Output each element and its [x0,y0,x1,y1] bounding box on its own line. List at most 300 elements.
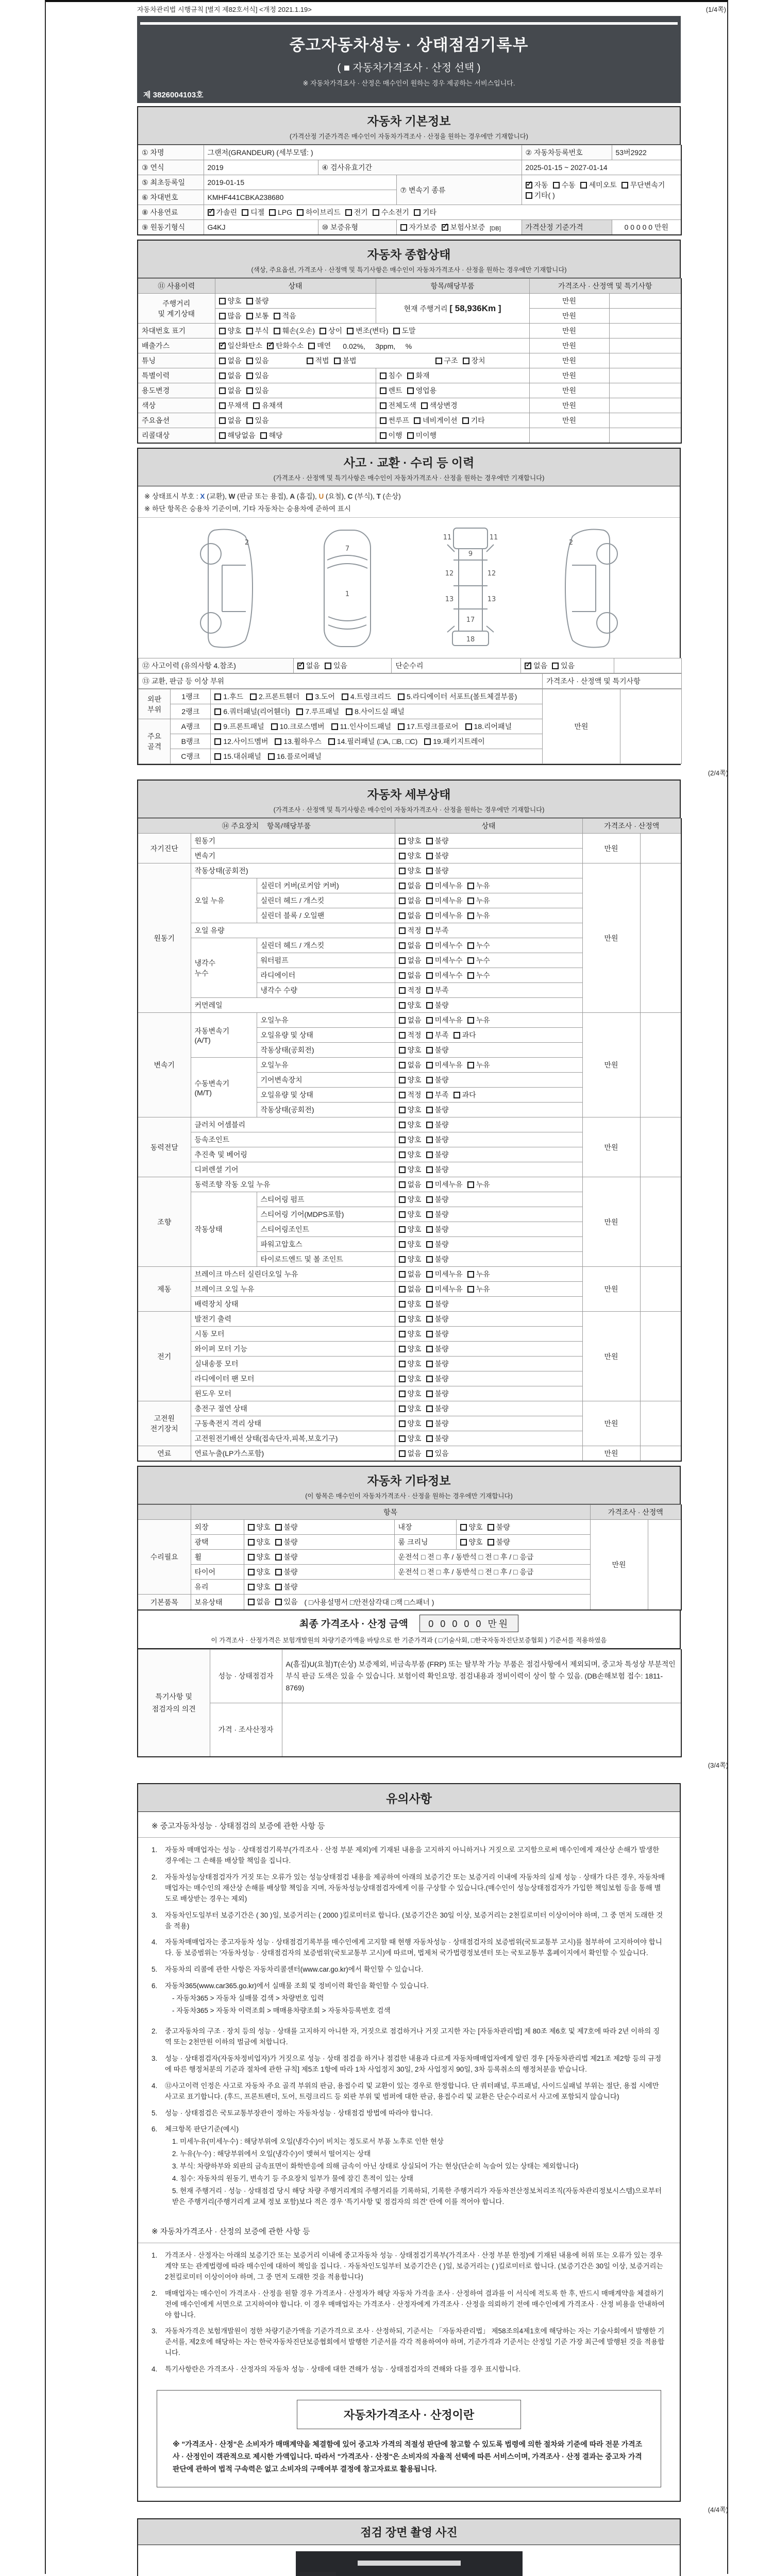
unchecked-checkbox: 불량 [426,851,449,861]
unchecked-checkbox: 8.사이드실 패널 [346,706,405,717]
accident-note: (가격조사 · 산정액 및 특기사항은 매수인이 자동차가격조사 · 산정을 원하는 경우에만 기재합니다) [273,474,545,482]
rank-table [138,689,682,764]
price-survey-box-title: 자동차가격조사 · 산정이란 [297,2400,521,2429]
unchecked-checkbox: 부족 [426,925,449,936]
unchecked-checkbox: 있음 [246,415,269,426]
table-row: 워터펌프 없음 미세누수 누수 [138,953,681,968]
unchecked-checkbox: 양호 [399,851,422,861]
unchecked-checkbox: 2.프론트휀더 [250,691,299,702]
accident-history-options [293,658,392,673]
field-label: ③ 연식 [138,160,204,175]
table-row: 리콜대상 해당없음 해당 이행 미이행 [138,428,681,444]
table-row: 변속기 양호 불량 [138,849,681,863]
unchecked-checkbox: 16.플로어패널 [268,751,322,761]
inspection-period-value: 2025-01-15 ~ 2027-01-14 [522,160,681,175]
basic-info-header [137,106,681,145]
field-label: ⑥ 차대번호 [138,190,204,205]
unchecked-checkbox: 불량 [426,1329,449,1339]
unchecked-checkbox: 이행 [380,430,402,440]
unchecked-checkbox: 양호 [248,1552,271,1562]
table-row: 제동 브레이크 마스터 실린더오일 누유 없음 미세누유 누유 만원 [138,1267,681,1282]
svg-text:11: 11 [489,534,498,541]
table-row [138,175,681,190]
unchecked-checkbox: 양호 [399,1329,422,1339]
unchecked-checkbox: 11.인사이드패널 [331,721,392,732]
unchecked-checkbox: 불량 [426,1344,449,1354]
unchecked-checkbox: 없음 [399,1179,422,1190]
comprehensive-table [137,278,682,444]
notice-title: 유의사항 [138,1784,680,1812]
unchecked-checkbox: 양호 [399,1359,422,1369]
unchecked-checkbox: 있음 [275,1597,298,1607]
table-row: 타이어 양호 불량 운전석 □ 전 □ 후 / 동반석 □ 전 □ 후 / □ 응급 [138,1565,681,1580]
unchecked-checkbox: 1.후드 [214,691,243,702]
unchecked-checkbox: 없음 [219,415,242,426]
unchecked-checkbox: 무채색 [219,400,249,411]
unchecked-checkbox: 양호 [399,1374,422,1384]
page-marker-4: (4/4쪽) [708,2505,728,2514]
unchecked-checkbox: 불량 [426,1254,449,1264]
field-label: ⑩ 보증유형 [318,220,396,235]
unchecked-checkbox: 전기 [345,207,368,217]
table-row: 실내송풍 모터 양호 불량 [138,1357,681,1371]
unchecked-checkbox: 양호 [399,1209,422,1219]
unchecked-checkbox: 불량 [275,1537,298,1547]
unchecked-checkbox: 하이브리드 [297,207,341,217]
unchecked-checkbox: 보통 [246,311,269,321]
accident-header [137,448,681,486]
table-row: 특기사항 및 점검자의 의견 성능 · 상태점검자 A(흠집)U(요철)T(손상) 보증제외, 비금속부품 (FRP) 또는 탈부착 가능 부품은 점검사항에서 제외되며, 중고차 특성상 부분적인 부식 판금 도색은 있을 수 있습니다. 보험이력 확인요망. 점검내용과 정비이력이 상이 할 수 있음. (DB손해보험 접수: 1811-8769) [138,1650,681,1703]
table-row: 라디에이터 없음 미세누수 누수 [138,968,681,983]
unchecked-checkbox: 불량 [426,1224,449,1234]
unchecked-checkbox: 불량 [426,1239,449,1249]
unchecked-checkbox: 누유 [467,1060,490,1070]
unchecked-checkbox: 불량 [426,866,449,876]
etc-header [137,1466,681,1504]
unchecked-checkbox: 없음 [219,355,242,366]
svg-text:17: 17 [466,616,475,624]
unchecked-checkbox: 불량 [426,1403,449,1414]
unchecked-checkbox: 14.필러패널 (□A, □B, □C) [328,736,418,747]
engine-type-value: G4KJ [204,220,318,235]
unchecked-checkbox: 미세누유 [426,1015,463,1025]
unchecked-checkbox: 유채색 [253,400,283,411]
notice-list-3 [138,2243,680,2385]
unchecked-checkbox: 누수 [467,940,490,951]
table-row: 기어변속장치 양호 불량 [138,1073,681,1088]
car-damage-diagrams [138,518,680,658]
table-row: 디퍼렌셜 기어 양호 불량 [138,1162,681,1177]
unchecked-checkbox: 3.도어 [306,691,335,702]
unchecked-checkbox: 세미오토 [580,180,617,190]
table-row: 2랭크 6.쿼터패널(리어휀더) 7.루프패널 8.사이드실 패널 [139,704,682,719]
table-row: 주요옵션 없음 있음 썬루프 네비게이션 기타 만원 [138,413,681,428]
table-row: 자기진단 원동기 양호 불량 만원 [138,834,681,849]
unchecked-checkbox: 매연 [308,341,331,351]
unchecked-checkbox: 불량 [426,836,449,846]
unchecked-checkbox: 미이행 [407,430,437,440]
unchecked-checkbox: 불량 [426,1433,449,1444]
unchecked-checkbox: 불량 [426,1359,449,1369]
unchecked-checkbox: 양호 [399,1120,422,1130]
unchecked-checkbox: 불량 [275,1567,298,1577]
field-label: 가격산정 기준가격 [522,220,612,235]
unchecked-checkbox: 양호 [399,1254,422,1264]
inspector-opinion-text: A(흠집)U(요철)T(손상) 보증제외, 비금속부품 (FRP) 또는 탈부착 가능 부품은 점검사항에서 제외되며, 중고차 특성상 부분적인 부식 판금 도색은 있을 수 있습니다. 보험이력 확인요망. 점검내용과 정비이력이 상이 할 수 있음. (DB손해보험 접수: 1811-8769) [282,1650,681,1703]
unchecked-checkbox: 수소전기 [373,207,409,217]
unchecked-checkbox: 13.휠하우스 [275,736,322,747]
car-diagram-underbody [432,524,509,653]
table-row: 작동상태(공회전) 양호 불량 [138,1043,681,1058]
table-row: 주요 골격 A랭크 9.프론트패널 10.크로스멤버 11.인사이드패널 17.트렁크플로어 18.리어패널 [139,719,682,734]
unchecked-checkbox: 양호 [399,1433,422,1444]
unchecked-checkbox: 해당 [260,430,283,440]
table-row: 작동상태 스티어링 펌프 양호 불량 [138,1192,681,1207]
checked-checkbox: ✓ 일산화탄소 [219,341,263,351]
base-price-value: 0 0 0 0 0 만원 [612,220,681,235]
unchecked-checkbox: 불량 [426,1374,449,1384]
unchecked-checkbox: 양호 [399,1239,422,1249]
status-symbol-legend: ※ 상태표시 부호 : X (교환), W (판금 또는 용접), A (흠집), U (요철), C (부식), T (손상) [144,493,401,500]
unchecked-checkbox: 훼손(오손) [274,326,315,336]
field-label: ⑤ 최초등록일 [138,175,204,190]
legend-symbol: U [318,493,324,500]
table-row: 용도변경 없음 있음 렌트 영업용 만원 [138,383,681,398]
svg-text:11: 11 [443,534,452,541]
accident-history-label: ⑫ 사고이력 (유의사항 4.참조) [139,658,294,673]
unchecked-checkbox: 양호 [399,1224,422,1234]
unchecked-checkbox: 없음 [399,1060,422,1070]
table-row: 변속기 자동변속기 (A/T) 오일누유 없음 미세누유 누유 만원 [138,1013,681,1028]
detail-title: 자동차 세부상태 [367,788,451,801]
checked-checkbox: ✓ 보험사보증 [442,222,485,232]
unchecked-checkbox: 불량 [426,1388,449,1399]
unchecked-checkbox: 4.트렁크리드 [342,691,391,702]
unchecked-checkbox: LPG [269,208,292,217]
warranty-options [396,220,522,235]
warranty-suffix: [DB] [490,226,501,232]
table-row: 특별이력 없음 있음 침수 화재 만원 [138,368,681,383]
table-row: 스티어링 기어(MDPS포함) 양호 불량 [138,1207,681,1222]
field-label: ⑧ 사용연료 [138,205,204,220]
model-year-value: 2019 [204,160,318,175]
price-survey-info-box [157,2390,661,2487]
unchecked-checkbox: 미세누유 [426,1060,463,1070]
table-row: 타이로드엔드 및 볼 조인트 양호 불량 [138,1252,681,1267]
legend-symbol: A [290,493,295,500]
unchecked-checkbox: 누수 [467,955,490,965]
unchecked-checkbox: 불량 [426,1045,449,1055]
svg-text:2: 2 [569,539,574,547]
unchecked-checkbox: 양호 [219,326,242,336]
unchecked-checkbox: 없음 [399,970,422,980]
fuel-options [204,205,681,220]
notice-item: 4. 특기사항란은 가격조사 · 산정자의 자동차 성능 · 상태에 대한 견해가 성능 · 상태점검자의 견해와 다를 경우 표시합니다. [152,2365,521,2374]
unchecked-checkbox: 해당없음 [219,430,256,440]
unchecked-checkbox: 있음 [246,385,269,396]
table-row: 유리 양호 불량 [138,1580,681,1595]
unchecked-checkbox: 불량 [426,1000,449,1010]
table-row: 기본품목 보유상태 없음 있음 ( □사용설명서 □안전삼각대 □잭 □스패너 ) [138,1595,681,1611]
table-row: B랭크 12.사이드멤버 13.휠하우스 14.필러패널 (□A, □B, □C) 19.패키지트레이 [139,734,682,749]
field-label: ① 차명 [138,145,204,160]
legend-symbol: W [228,493,236,500]
legend-note: ※ 하단 항목은 승용차 기준이며, 기타 자동차는 승용차에 준하여 표시 [138,502,680,518]
unchecked-checkbox: 누유 [467,1284,490,1294]
comprehensive-title: 자동차 종합상태 [367,248,451,261]
unchecked-checkbox: 양호 [460,1522,483,1532]
photo-section [137,2518,681,2576]
car-diagram-right-side [554,524,632,653]
document-header [137,16,681,103]
unchecked-checkbox: 불량 [426,1149,449,1160]
unchecked-checkbox: 15.대쉬패널 [214,751,261,761]
page-marker-1: (1/4쪽) [705,6,726,13]
unchecked-checkbox: 양호 [399,1418,422,1429]
form-law-reference: 자동차관리법 시행규칙 [별지 제82호서식] <개정 2021.1.19> [137,6,312,13]
unchecked-checkbox: 있음 [552,660,575,671]
table-row: 항목 가격조사 · 산정액 [138,1505,681,1520]
svg-text:13: 13 [445,596,454,603]
unchecked-checkbox: 불량 [426,1314,449,1324]
notice-item: 2. 중고자동차의 구조 · 장치 등의 성능 · 상태를 고지하지 아니한 자, 거짓으로 점검하거나 거짓 고지한 자는 [자동차관리법] 제 80조 제6호 및 제7호에 따라 2년 이하의 징역 또는 2천만원 이하의 벌금에 처합니다. [152,2027,660,2046]
table-row: 광택 양호 불량 룸 크리닝 양호 불량 [138,1535,681,1550]
unchecked-checkbox: 미세누유 [426,910,463,921]
checked-checkbox: ✓자동 [526,180,548,190]
unchecked-checkbox: 누유 [467,895,490,906]
unchecked-checkbox: 과다 [453,1090,476,1100]
checked-checkbox: ✓ 탄화수소 [267,341,304,351]
table-row: ⑪ 사용이력 상태 항목/해당부품 가격조사 · 산정액 및 특기사항 [138,279,681,294]
notice-item: 5. 성능 · 상태점검은 국토교통부장관이 정하는 자동차성능 · 상태점검 방법에 따라야 합니다. [152,2109,433,2117]
unchecked-checkbox: 누유 [467,1179,490,1190]
final-price-label: 최종 가격조사 · 산정 금액 [299,1619,408,1630]
unchecked-checkbox: 불법 [334,355,357,366]
unchecked-checkbox: 과다 [453,1030,476,1040]
document-number: 제 3826004103호 [143,91,204,99]
transmission-options [522,175,681,205]
unchecked-checkbox: 미세누유 [426,880,463,891]
notice-item: 1. 자동차 매매업자는 성능 · 상태점검기록부(가격조사 · 산정 부분 제외)에 기재된 내용을 고지하지 아니하거나 거짓으로 고지함으로써 매수인에게 재산상 손해가 발생한 경우에는 그 손해를 배상할 책임을 집니다. [152,1846,660,1865]
unchecked-checkbox: 양호 [248,1537,271,1547]
svg-text:12: 12 [445,570,454,578]
checked-checkbox: ✓ 가솔린 [208,207,238,217]
table-row: 브레이크 오일 누유 없음 미세누유 누유 [138,1282,681,1297]
document-subnote: ※ 자동차가격조사 · 산정은 매수인이 원하는 경우 제공하는 서비스입니다. [303,79,515,87]
unchecked-checkbox: 없음 [399,910,422,921]
unchecked-checkbox: 양호 [399,1388,422,1399]
svg-text:1: 1 [345,590,350,598]
notice-list-1 [138,1838,680,2026]
unchecked-checkbox: 불량 [426,1299,449,1309]
simple-repair-label: 단순수리 [392,658,521,673]
unchecked-checkbox: 양호 [399,1045,422,1055]
unchecked-checkbox: 5.라디에이터 서포트(볼트체결부품) [398,691,517,702]
photo-section-title: 점검 장면 촬영 사진 [138,2519,680,2545]
first-registration-value: 2019-01-15 [204,175,396,190]
unchecked-checkbox: 구조 [435,355,458,366]
unchecked-checkbox: 기타 [462,415,485,426]
unchecked-checkbox: 부식 [246,326,269,336]
inspector-opinion-text [282,1703,681,1757]
unchecked-checkbox: 도말 [393,326,416,336]
unchecked-checkbox: 있음 [325,660,347,671]
table-row: 배력장치 상태 양호 불량 [138,1297,681,1312]
unchecked-checkbox: 미세누유 [426,1269,463,1279]
table-row [138,205,681,220]
etc-title: 자동차 기타정보 [367,1474,451,1487]
field-label: ⑨ 원동기형식 [138,220,204,235]
table-row: 휠 양호 불량 운전석 □ 전 □ 후 / 동반석 □ 전 □ 후 / □ 응급 [138,1550,681,1565]
basic-info-note: (가격산정 기준가격은 매수인이 자동차가격조사 · 산정을 원하는 경우에만 기재합니다) [290,133,528,140]
svg-text:9: 9 [468,550,473,558]
document-sheet [45,0,728,2574]
table-row: 조향 동력조향 작동 오일 누유 없음 미세누유 누유 만원 [138,1177,681,1192]
table-row: 파워고압호스 양호 불량 [138,1237,681,1252]
page-meta-row [46,2,727,15]
page-marker-3: (3/4쪽) [708,1761,728,1769]
basic-info-title: 자동차 기본정보 [367,114,451,128]
unchecked-checkbox: 없음 [399,895,422,906]
table-row: 윈도우 모터 양호 불량 [138,1386,681,1401]
unchecked-checkbox: 썬루프 [380,415,410,426]
unchecked-checkbox: 양호 [399,836,422,846]
unchecked-checkbox: 있음 [246,370,269,381]
unchecked-checkbox: 양호 [248,1522,271,1532]
unchecked-checkbox: 있음 [246,355,269,366]
table-row [138,220,681,235]
exchange-section-label: ⑬ 교환, 판금 등 이상 부위 [139,674,543,689]
unchecked-checkbox: 누유 [467,1015,490,1025]
unchecked-checkbox: 화재 [407,370,430,381]
unchecked-checkbox: 없음 [219,385,242,396]
table-row: 고전원 전기장치 충전구 절연 상태 양호 불량 만원 [138,1401,681,1416]
unchecked-checkbox: 기타( ) [526,190,555,200]
car-diagram-top [309,524,386,653]
unchecked-checkbox: 변조(변타) [347,326,388,336]
unchecked-checkbox: 불량 [426,1134,449,1145]
unchecked-checkbox: 미세누수 [426,955,463,965]
notice-item: 2. 자동차성능상태점검자가 거짓 또는 오류가 있는 성능상태점검 내용을 제공하여 아래의 보증기간 또는 보증거리 이내에 자동차의 실제 성능 · 상태가 다른 경우, 자동차매매업자는 매수인의 재산상 손해를 배상할 책임을 지며, 자동차성능상태점검자에게 이를 구상할 수 있습니다.(매수인이 성능상태점검자가 가입한 책임보험 등을 통해 별도로 배상받는 경우는 제외) [152,1873,665,1903]
unchecked-checkbox: 양호 [399,1403,422,1414]
table-row [139,658,682,673]
unchecked-checkbox: 양호 [248,1567,271,1577]
unchecked-checkbox: 많음 [219,311,242,321]
unchecked-checkbox: 미세누수 [426,940,463,951]
unchecked-checkbox: 누수 [467,970,490,980]
unchecked-checkbox: 기타 [414,207,436,217]
header-stripe [140,22,678,25]
unchecked-checkbox: 미세누유 [426,1284,463,1294]
final-price-value: 0 0 0 0 0 만원 [419,1615,518,1632]
table-row: 전기 발전기 출력 양호 불량 만원 [138,1312,681,1327]
table-row: 오일유량 및 상태 적정 부족 과다 [138,1028,681,1043]
unchecked-checkbox: 없음 [399,1448,422,1459]
unchecked-checkbox: 없음 [399,880,422,891]
checked-checkbox: ✓ 없음 [525,660,547,671]
unchecked-checkbox: 양호 [399,1134,422,1145]
table-row: 고전원전기배선 상태(접속단자,피복,보호기구) 양호 불량 [138,1431,681,1446]
accident-section [137,486,681,765]
table-row: 연료 연료누출(LP가스포함) 없음 있음 만원 [138,1446,681,1462]
unchecked-checkbox: 불량 [246,296,269,306]
final-price-band [137,1611,681,1649]
field-label: ⑦ 변속기 종류 [396,175,522,205]
unchecked-checkbox: 적정 [399,1030,422,1040]
legend-symbol: X [200,493,205,500]
car-name-value: 그랜저(GRANDEUR) (세부모델: ) [204,145,522,160]
notice-subtitle-1: ※ 중고자동차성능 · 상태점검의 보증에 관한 사항 등 [138,1812,680,1838]
table-row: 외판 부위 1랭크 1.후드 2.프론트휀더 3.도어 4.트렁크리드 5.라디에이터 서포트(볼트체결부품) 만원 [139,689,682,704]
table-row: 오일 유량 적정 부족 [138,923,681,938]
unchecked-checkbox: 없음 [399,940,422,951]
unchecked-checkbox: 양호 [219,296,242,306]
unchecked-checkbox: 색상변경 [421,400,458,411]
unchecked-checkbox: 부족 [426,1090,449,1100]
unchecked-checkbox: 불량 [275,1522,298,1532]
unchecked-checkbox: 양호 [248,1582,271,1592]
unchecked-checkbox: 적정 [399,925,422,936]
opinion-table [137,1649,682,1757]
notice-item: 6. 체크항목 판단기준(예시) 1. 미세누유(미세누수) : 해당부위에 오일(냉각수)이 비치는 정도로서 부품 노후로 인한 현상 2. 누유(누수) : 해당부위에서 오일(냉각수)이 맺혀서 떨어지는 상태 3. 부식: 차량하부와 외판의 금속표면이 화학반응에 의해 금속이 아닌 상태로 상실되어 가는 현상(단순히 녹슬어 있는 상태는 제외합니다) 4. 침수: 자동차의 원동기, 변속기 등 주요장치 일부가 물에 잠긴 흔적이 있는 상태 5. 현재 주행거리 · 성능 · 상태점검 당시 해당 차량 주행거리계의 주행거리를 기록하되, 기록한 주행거리가 자동차전산정보처리조직(자동차관리정보시스템)으로부터 받은 주행거리(주행거리계 교체 정보 포함)보다 적은 경우 '특기사항 및 점검자의 의견' 란에 이를 적어야 합니다. [152,2125,662,2206]
registration-number-value: 53버2922 [612,145,681,160]
unchecked-checkbox: 없음 [248,1597,271,1607]
unchecked-checkbox: 불량 [426,1209,449,1219]
unchecked-checkbox: 불량 [426,1105,449,1115]
unchecked-checkbox: 자가보증 [400,222,437,232]
table-row: 와이퍼 모터 기능 양호 불량 [138,1342,681,1357]
final-price-note: 이 가격조사 · 산정가격은 보험개발원의 차량기준가액을 바탕으로 한 기준가격과 ( □기술사회, □한국자동차진단보증협회 ) 기준서를 적용하였음 [211,1637,607,1644]
car-diagram-left-side [186,524,263,653]
table-row: 오일유량 및 상태 적정 부족 과다 [138,1088,681,1103]
comprehensive-note: (색상, 주요옵션, 가격조사 · 산정액 및 특기사항은 매수인이 자동차가격조사 · 산정을 원하는 경우에만 기재합니다) [251,266,567,274]
notice-item: 3. 자동차가격은 보험개발원이 정한 차량기준가액을 기준가격으로 조사 · 산정하되, 기준서는 「자동차관리법」 제58조의4제1호에 해당하는 자는 기술사회에서 발행한 기준서를, 제2호에 해당하는 자는 한국자동차진단보증협회에서 발행한 기준서를 각각 적용하여야 하며, 기준가격과 기준서는 산정일 기준 가장 최근에 발행된 것을 적용합니다. [152,2327,665,2357]
table-row: 가격 · 조사산정자 [138,1703,681,1757]
unchecked-checkbox: 불량 [426,1418,449,1429]
unchecked-checkbox: 수동 [553,180,576,190]
vin-value: KMHF441CBKA238680 [204,190,396,205]
table-row: 추진축 및 베어링 양호 불량 [138,1147,681,1162]
basic-info-table [137,145,682,235]
unchecked-checkbox: 없음 [399,1284,422,1294]
svg-text:2: 2 [244,539,249,547]
unchecked-checkbox: 양호 [399,1194,422,1205]
unchecked-checkbox: 양호 [399,1164,422,1175]
notice-item: 3. 자동차인도일부터 보증기간은 ( 30 )일, 보증거리는 ( 2000 )킬로미터로 합니다. (보증기간은 30일 이상, 보증거리는 2천킬로미터 이상이어야 하며, 그 중 먼저 도래한 것을 적용) [152,1911,663,1930]
table-row: 색상 무채색 유채색 전체도색 색상변경 만원 [138,398,681,413]
unchecked-checkbox: 불량 [488,1522,510,1532]
unchecked-checkbox: 불량 [426,1194,449,1205]
document-title: 중고자동차성능 · 상태점검기록부 [289,36,529,54]
unchecked-checkbox: 장치 [463,355,485,366]
unchecked-checkbox: 양호 [399,866,422,876]
table-row: 냉각수 수량 적정 부족 [138,983,681,998]
table-row: 스티어링조인트 양호 불량 [138,1222,681,1237]
table-row: 배출가스 ✓ 일산화탄소 ✓ 탄화수소 매연 0.02%, 3ppm, % 만원 [138,338,681,353]
table-row: 라디에이터 팬 모터 양호 불량 [138,1371,681,1386]
price-survey-box-text: ※ "가격조사 · 산정"은 소비자가 매매계약을 체결함에 있어 중고차 가격의 적절성 판단에 참고할 수 있도록 법령에 의한 절차와 기준에 따라 전문 가격조사 · 산정인이 객관적으로 제시한 가액입니다. 따라서 "가격조사 · 산정"은 소비자의 자율적 선택에 따른 서비스이며, 가격조사 · 산정 결과는 중고차 가격판단에 관하여 법적 구속력은 없고 소비자의 구매여부 결정에 참고자료로 활용됩니다. [173,2440,643,2473]
unchecked-checkbox: 네비게이션 [414,415,458,426]
unchecked-checkbox: 적정 [399,985,422,995]
table-row: 원동기 작동상태(공회전) 양호 불량 만원 [138,863,681,878]
unchecked-checkbox: 19.패키지트레이 [424,736,485,747]
table-row [138,160,681,175]
notice-item: 4. ⑫사고이력 인정은 사고로 자동차 주요 골격 부위의 판금, 용접수리 및 교환이 있는 경우로 한정합니다. 단 쿼터패널, 루프패널, 사이드실패널 부위는 절단, 용접 시에만 사고로 표기합니다. (후드, 프론트펜더, 도어, 트렁크리드 등 외판 부위 및 범퍼에 대한 판금, 용접수리 및 교환은 단순수리로서 사고에 포함되지 않습니다) [152,2081,659,2100]
unchecked-checkbox: 불량 [275,1552,298,1562]
notice-item: 4. 자동차매매업자는 중고자동차 성능 · 상태점검기록부를 매수인에게 고지할 때 현행 자동차성능 · 상태점검자의 보증범위(국토교통부 고시)를 첨부하여 고지하여야 합니다. 동 보증범위는 '자동차성능 · 상태점검자의 보증범위'(국토교통부 고시)에 따르며, 법제처 국가법령정보센터 또는 국토교통부 홈페이지에서 확인할 수 있습니다. [152,1938,662,1957]
notice-item: 3. 성능 · 상태점검자(자동차정비업자)가 거짓으로 성능 · 상태 점검을 하거나 점검한 내용과 다르게 자동차매매업자에게 알린 경우 [자동차관리법 제21조 제2항 등의 규정에 따른 행정처분의 기준과 절차에 관한 규칙] 제5조 1항에 따라 1차 사업정지 30일, 2차 사업정지 90일, 3차 등록취소의 행정처분을 받습니다. [152,2054,662,2073]
notice-item: 1. 가격조사 · 산정자는 아래의 보증기간 또는 보증거리 이내에 중고자동차 성능 · 상태점검기록부(가격조사 · 산정 부분 한정)에 기재된 내용에 허위 또는 오류가 있는 경우 계약 또는 관계법령에 따라 매수인에 대하여 책임을 집니다. · 자동차인도일부터 보증기간은 ( )일, 보증거리는 ( )킬로미터로 합니다. (보증기간은 30일 이상, 보증거리는 2천킬로미터 이상이어야 하며, 그 중 먼저 도래한 것을 적용합니다) [152,2251,663,2281]
